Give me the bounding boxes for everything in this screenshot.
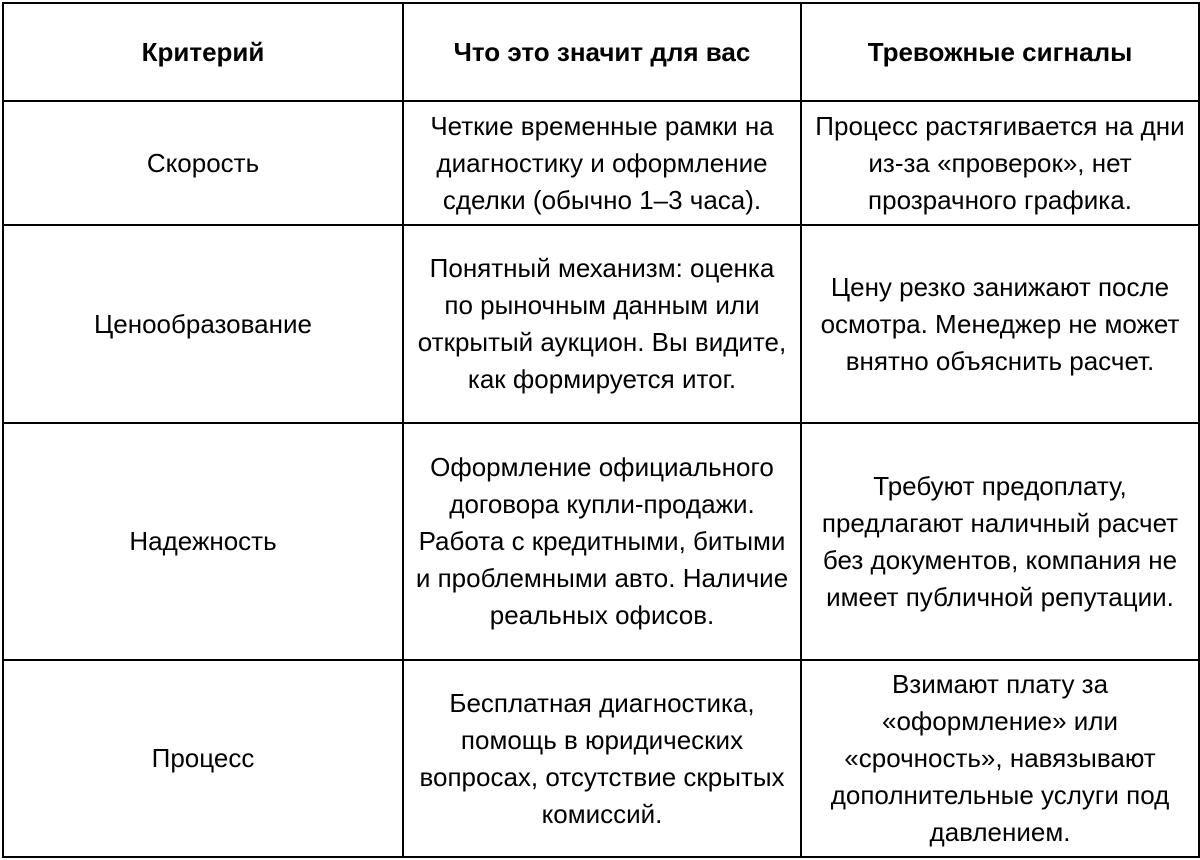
table-header-row: [3, 3, 1199, 101]
header-criterion: Критерий: [3, 3, 403, 101]
comparison-table: [2, 2, 1200, 858]
criterion-cell: Надежность: [3, 423, 403, 660]
table-row: [3, 225, 1199, 423]
table-row: [3, 660, 1199, 857]
meaning-cell: Бесплатная диагностика, помощь в юридических вопросах, отсутствие скрытых комиссий.: [403, 660, 801, 857]
header-warning-signs: Тревожные сигналы: [801, 3, 1199, 101]
meaning-cell: Понятный механизм: оценка по рыночным данным или открытый аукцион. Вы видите, как формируется итог.: [403, 225, 801, 423]
criterion-cell: Процесс: [3, 660, 403, 857]
criterion-cell: Скорость: [3, 101, 403, 225]
warning-cell: Процесс растягивается на дни из-за «проверок», нет прозрачного графика.: [801, 101, 1199, 225]
warning-cell: Требуют предоплату, предлагают наличный расчет без документов, компания не имеет публичной репутации.: [801, 423, 1199, 660]
header-meaning: Что это значит для вас: [403, 3, 801, 101]
comparison-table-container: [2, 2, 1200, 858]
criterion-cell: Ценообразование: [3, 225, 403, 423]
warning-cell: Взимают плату за «оформление» или «срочность», навязывают дополнительные услуги под давлением.: [801, 660, 1199, 857]
meaning-cell: Оформление официального договора купли-продажи. Работа с кредитными, битыми и проблемными авто. Наличие реальных офисов.: [403, 423, 801, 660]
table-row: [3, 101, 1199, 225]
meaning-cell: Четкие временные рамки на диагностику и оформление сделки (обычно 1–3 часа).: [403, 101, 801, 225]
table-row: [3, 423, 1199, 660]
warning-cell: Цену резко занижают после осмотра. Менеджер не может внятно объяснить расчет.: [801, 225, 1199, 423]
